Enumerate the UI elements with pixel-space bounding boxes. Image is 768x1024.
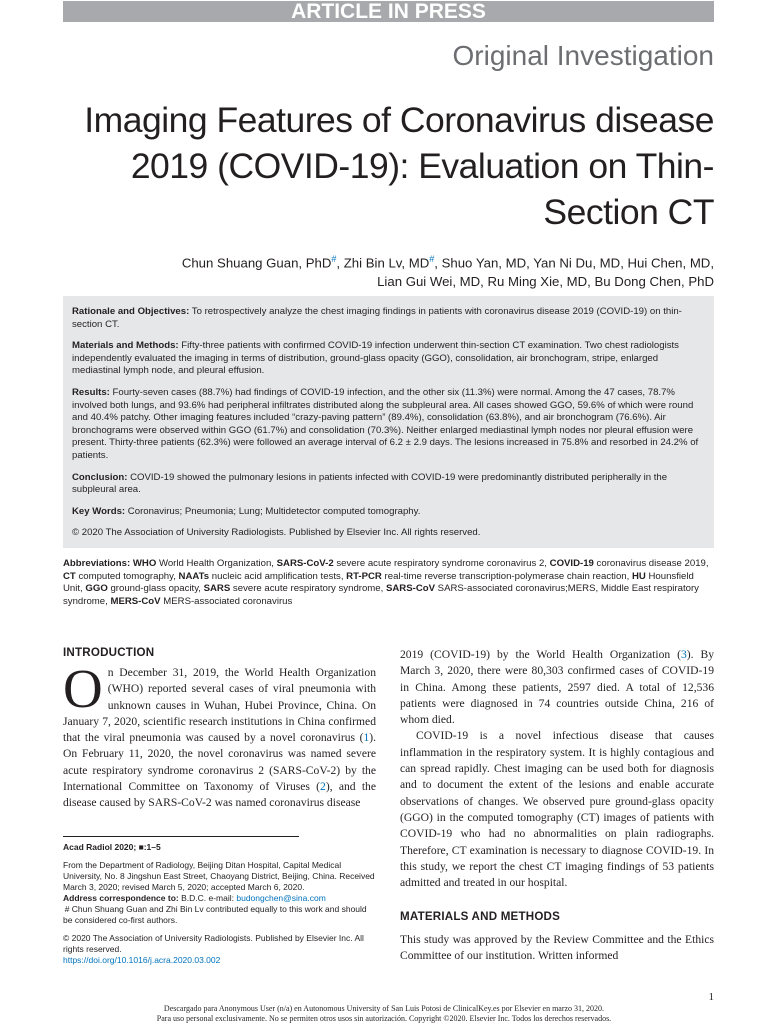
keywords-label: Key Words: [72, 505, 126, 517]
doi-link[interactable]: https://doi.org/10.1016/j.acra.2020.03.002 [63, 955, 221, 965]
equal-contribution-mark-1[interactable]: # [331, 254, 337, 264]
intro-text-c: ), and the disease caused by SARS-CoV-2 was named coronavirus disease [63, 780, 376, 810]
conclusion-label: Conclusion: [72, 471, 128, 483]
rationale-text: To retrospectively analyze the chest imaging findings in patients with coronavirus disease 2019 (COVID-19) on thin-section CT. [72, 306, 682, 330]
right-paragraph-2: COVID-19 is a novel infectious disease that causes inflammation in the respiratory system. It is highly contagious and can spread rapidly. Chest imaging can be used both for diagnosis and to document the extent of the lesions and enable accurate observations of changes. We observed pure ground-glass opacity (GGO) in the computed tomography (CT) images of patients with COVID-19 who had no abnormalities on plain radiographs. Therefore, CT examination is necessary to diagnose COVID-19. In this study, we report the chest CT imaging findings of 53 patients admitted and treated in our hospital. [400, 729, 714, 890]
affiliation: From the Department of Radiology, Beijing Ditan Hospital, Capital Medical University, No. 8 Jingshun East Street, Chaoyang District, Beijing, China. Received March 3, 2020; revised March 5, 2020; accepted March 6, 2020. [63, 860, 375, 892]
author-list [74, 250, 714, 291]
download-notice-line2: Para uso personal exclusivamente. No se permiten otros usos sin autorización. Copyright ©2020. Elsevier Inc. Todos los derechos reservados. [156, 1014, 612, 1023]
email-link[interactable]: budongchen@sina.com [236, 893, 326, 903]
abbreviation-definition: severe acute respiratory syndrome coronavirus 2, [333, 558, 550, 569]
abstract-methods [72, 340, 705, 378]
author-1: Chun Shuang Guan, PhD [181, 255, 332, 271]
abstract-copyright: © 2020 The Association of University Radiologists. Published by Elsevier Inc. All rights reserved. [72, 527, 481, 539]
authors-line2: Lian Gui Wei, MD, Ru Ming Xie, MD, Bu Dong Chen, PhD [377, 274, 714, 290]
abbreviation-definition: computed tomography, [75, 570, 179, 582]
abbreviations [63, 558, 714, 608]
abbreviation-definition: real-time reverse transcription-polymerase chain reaction, [381, 570, 632, 582]
footnote-copyright: © 2020 The Association of University Radiologists. Published by Elsevier Inc. All rights reserved. [63, 933, 364, 954]
introduction-heading: INTRODUCTION [63, 646, 155, 659]
abstract-keywords [72, 506, 705, 519]
right-text-a: 2019 (COVID-19) by the World Health Organization ( [400, 648, 681, 661]
author-2: , Zhi Bin Lv, MD [336, 255, 430, 271]
doi [63, 955, 376, 966]
right-column [400, 647, 714, 891]
abbreviation-definition: World Health Organization, [156, 558, 277, 569]
abbreviation-term: SARS [203, 583, 231, 595]
materials-methods-heading: MATERIALS AND METHODS [400, 910, 561, 923]
keywords-text: Coronavirus; Pneumonia; Lung; Multidetector computed tomography. [125, 505, 421, 517]
abbreviation-term: COVID-19 [549, 558, 594, 569]
co-first-author-note: # Chun Shuang Guan and Zhi Bin Lv contributed equally to this work and should be considered co-first authors. [63, 904, 367, 925]
intro-text-b: ). On February 11, 2020, the novel coronavirus was named severe acute respiratory syndrome coronavirus 2 (SARS-CoV-2) by the International Committee on Taxonomy of Viruses ( [63, 731, 376, 794]
abbreviation-definition: ground-glass opacity, [107, 583, 204, 595]
abbreviation-term: MERS-CoV [110, 595, 161, 607]
abstract-conclusion [72, 472, 705, 497]
intro-text-a: n December 31, 2019, the World Health Organization (WHO) reported several cases of viral pneumonia with unknown causes in Wuhan, Hubei Province, China. On January 7, 2020, scientific research institutions in China confirmed that the viral pneumonia was caused by a novel coronavirus ( [63, 666, 376, 745]
conclusion-text: COVID-19 showed the pulmonary lesions in patients infected with COVID-19 were predominantly distributed peripherally in the subpleural area. [72, 471, 668, 496]
download-notice-line1: Descargado para Anonymous User (n/a) en Autonomous University of San Luis Potosi de ClinicalKey.es por Elsevier en marzo 31, 2020. [163, 1004, 605, 1013]
correspondence-label: Address correspondence to: [63, 893, 179, 903]
rationale-label: Rationale and Objectives: [72, 306, 190, 317]
footnotes [63, 842, 376, 966]
abbreviation-term: SARS-CoV [385, 583, 436, 595]
footnote-divider [63, 836, 299, 837]
intro-column [63, 658, 376, 812]
abbreviations-label: Abbreviations: [63, 558, 131, 569]
equal-contribution-mark-2[interactable]: # [429, 254, 435, 264]
journal-citation: Acad Radiol 2020; ■:1–5 [63, 842, 161, 852]
abstract-box [63, 296, 714, 548]
methods-text: Fifty-three patients with confirmed COVID-19 infection underwent thin-section CT examination. Two chest radiologists independently evaluated the imaging in terms of distribution, ground-glass opacity (GGO), consolidation, air bronchogram, stripe, enlarged mediastinal lymph node, and pleural effusion. [72, 340, 679, 377]
reference-link-2[interactable]: 2 [320, 780, 326, 794]
abbreviation-definition: SARS-associated coronavirus;MERS, Middle East respiratory syndrome, [63, 583, 699, 607]
right-paragraph-1 [400, 647, 714, 728]
abstract-rationale [72, 306, 705, 331]
article-title: Imaging Features of Coronavirus disease 2019 (COVID-19): Evaluation on Thin-Section CT [84, 100, 714, 232]
abbreviation-definition: severe acute respiratory syndrome, [230, 583, 386, 595]
abbreviation-definition: coronavirus disease 2019, [593, 558, 709, 569]
abbreviations-list [63, 558, 709, 607]
abstract-results [72, 387, 705, 463]
abbreviation-term: WHO [132, 558, 157, 569]
materials-methods-text: This study was approved by the Review Committee and the Ethics Committee of our institution. Written informed [400, 933, 714, 963]
correspondence [63, 893, 376, 904]
section-label: Original Investigation [452, 40, 714, 71]
abbreviation-definition: Hounsfield Unit, [63, 570, 694, 595]
abbreviation-term: NAATs [178, 570, 210, 582]
abbreviation-term: HU [631, 570, 646, 582]
right-text-b: ). By March 3, 2020, there were 80,303 confirmed cases of COVID-19 in China. Among these patients, 2597 died. A total of 12,536 patients were diagnosed in 74 countries outside China, 216 of whom died. [400, 648, 714, 727]
drop-cap: O [63, 658, 103, 719]
authors-rest-line1: , Shuo Yan, MD, Yan Ni Du, MD, Hui Chen, MD, [434, 255, 714, 271]
methods-label: Materials and Methods: [72, 340, 179, 352]
correspondence-text: B.D.C. e-mail: [178, 893, 237, 903]
page-number: 1 [708, 991, 714, 1003]
abbreviation-term: SARS-CoV-2 [276, 558, 334, 569]
abbreviation-term: CT [63, 570, 76, 582]
abbreviation-definition: nucleic acid amplification tests, [209, 570, 347, 582]
reference-link-1[interactable]: 1 [363, 731, 370, 745]
results-label: Results: [72, 386, 110, 398]
reference-link-3[interactable]: 3 [680, 648, 687, 661]
article-in-press-banner: ARTICLE IN PRESS [63, 1, 714, 22]
results-text: Fourty-seven cases (88.7%) had findings of COVID-19 infection, and the other six (11.3%) were normal. Among the 47 cases, 78.7% involved both lungs, and 93.6% had peripheral infiltrates distributed along the subpleural area. All cases showed GGO, 59.6% of which were round and 40.4% patchy. Other imaging features included “crazy-paving pattern” (89.4%), consolidation (63.8%), and air bronchogram (76.6%). Air bronchograms were observed within GGO (61.7%) and consolidation (70.3%). Neither enlarged mediastinal lymph nodes nor pleural effusion were present. Thirty-three patients (62.3%) were followed an average interval of 6.2 ± 2.9 days. The lesions increased in 75.8% and resorbed in 24.2% of patients. [72, 386, 699, 461]
download-notice [0, 1004, 768, 1024]
abbreviation-term: GGO [85, 583, 108, 595]
abbreviation-term: RT-PCR [346, 570, 382, 582]
abbreviation-definition: MERS-associated coronavirus [160, 595, 293, 607]
